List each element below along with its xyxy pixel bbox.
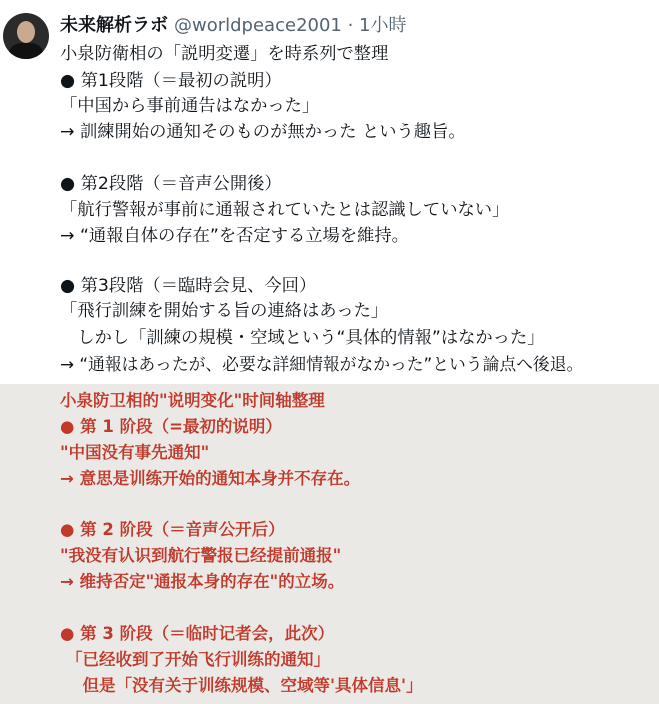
translation-line: ● 第 2 阶段（＝音声公开后）: [60, 520, 285, 539]
author-name[interactable]: 未来解析ラボ: [60, 15, 168, 36]
translation-line: ● 第 3 阶段（＝临时记者会，此次）: [60, 624, 335, 643]
avatar-face: [17, 21, 35, 43]
post-line: しかし「訓練の規模・空域という“具体的情報”はなかった」: [60, 328, 545, 348]
post-line: → “通報はあったが、必要な詳細情報がなかった”という論点へ後退。: [60, 354, 584, 374]
translation-line: 小泉防卫相的"说明变化"时间轴整理: [60, 391, 325, 410]
translation-line: "我没有认识到航行警报已经提前通报": [60, 546, 342, 565]
post-line: 「中国から事前通告はなかった」: [60, 96, 320, 116]
post-line: 「飛行訓練を開始する旨の連絡はあった」: [60, 301, 389, 321]
translation-line: 「已经收到了开始飞行训练的通知」: [66, 650, 330, 669]
post-line: → 訓練開始の通知そのものが無かった という趣旨。: [60, 122, 466, 142]
translation-line: 但是「没有关于训练规模、空域等'具体信息'」: [66, 676, 423, 695]
translation-line: ● 第 1 阶段（=最初的说明）: [60, 417, 282, 436]
post-line: ● 第3段階（＝臨時会見、今回）: [60, 276, 317, 296]
avatar[interactable]: [3, 13, 49, 59]
avatar-body: [9, 43, 43, 59]
author-handle-time[interactable]: @worldpeace2001 · 1小時: [174, 15, 407, 36]
post-header: [60, 14, 407, 38]
translation-line: "中国没有事先通知": [60, 443, 210, 462]
post-line: ● 第1段階（＝最初の説明）: [60, 71, 282, 91]
post-line: → “通報自体の存在”を否定する立場を維持。: [60, 226, 409, 246]
translation-line: → 维持否定"通报本身的存在"的立场。: [60, 572, 345, 591]
post-line: 小泉防衛相の「説明変遷」を時系列で整理: [60, 44, 389, 64]
post-line: ● 第2段階（＝音声公開後）: [60, 174, 282, 194]
post-line: 「航行警報が事前に通報されていたとは認識していない」: [60, 200, 510, 220]
translation-line: → 意思是训练开始的通知本身并不存在。: [60, 469, 361, 488]
